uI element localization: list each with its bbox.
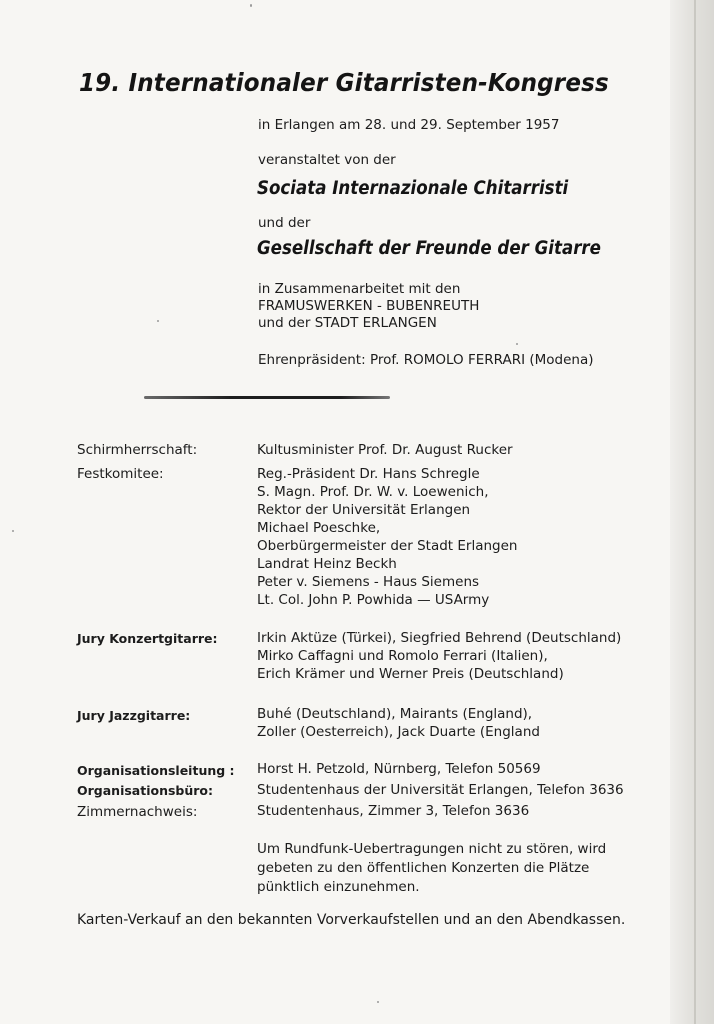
organized-by: veranstaltet von der <box>258 152 396 168</box>
jury-jazz-line: Buhé (Deutschland), Mairants (England), <box>257 706 533 722</box>
notice-line: pünktlich einzunehmen. <box>257 879 420 895</box>
org-office-value: Studentenhaus der Universität Erlangen, Telefon 3636 <box>257 782 624 798</box>
framus-works: FRAMUSWERKEN - BUBENREUTH <box>258 298 480 314</box>
jury-concert-line: Erich Krämer und Werner Preis (Deutschland) <box>257 666 564 682</box>
congress-title: 19. Internationaler Gitarristen-Kongress <box>79 68 609 97</box>
committee-member: Landrat Heinz Beckh <box>257 556 397 572</box>
notice-line: Um Rundfunk-Uebertragungen nicht zu stören, wird <box>257 841 607 857</box>
organizer-1: Sociata Internazionale Chitarristi <box>257 178 569 199</box>
patronage-label: Schirmherrschaft: <box>77 442 198 458</box>
scan-speck <box>157 320 159 322</box>
cooperation-text: in Zusammenarbeitet mit den <box>258 281 461 297</box>
patronage-value: Kultusminister Prof. Dr. August Rucker <box>257 442 513 458</box>
ticket-sales: Karten-Verkauf an den bekannten Vorverkaufstellen und an den Abendkassen. <box>77 912 626 928</box>
committee-member: Oberbürgermeister der Stadt Erlangen <box>257 538 518 554</box>
committee-label: Festkomitee: <box>77 466 164 482</box>
jury-concert-members <box>257 629 621 683</box>
committee-member: Reg.-Präsident Dr. Hans Schregle <box>257 466 480 482</box>
org-office-label: Organisationsbüro: <box>77 783 214 798</box>
jury-concert-label: Jury Konzertgitarre: <box>77 631 218 646</box>
org-lead-value: Horst H. Petzold, Nürnberg, Telefon 50569 <box>257 761 541 777</box>
fold-line <box>694 0 696 1024</box>
committee-member: S. Magn. Prof. Dr. W. v. Loewenich, <box>257 484 489 500</box>
and-the: und der <box>258 215 311 231</box>
jury-concert-line: Mirko Caffagni und Romolo Ferrari (Italien), <box>257 648 548 664</box>
notice-line: gebeten zu den öffentlichen Konzerten die Plätze <box>257 860 590 876</box>
broadcast-notice <box>257 840 606 897</box>
jury-concert-line: Irkin Aktüze (Türkei), Siegfried Behrend (Deutschland) <box>257 630 622 646</box>
rooms-value: Studentenhaus, Zimmer 3, Telefon 3636 <box>257 803 530 819</box>
scan-speck <box>377 1001 379 1003</box>
scan-speck <box>516 343 518 345</box>
scan-speck <box>250 4 252 7</box>
city-erlangen: und der STADT ERLANGEN <box>258 315 437 331</box>
honorary-president: Ehrenpräsident: Prof. ROMOLO FERRARI (Modena) <box>258 352 594 368</box>
organizer-2: Gesellschaft der Freunde der Gitarre <box>257 238 601 259</box>
committee-member: Lt. Col. John P. Powhida — USArmy <box>257 592 490 608</box>
divider-rule <box>144 396 390 399</box>
rooms-label: Zimmernachweis: <box>77 804 198 820</box>
jury-jazz-members <box>257 705 540 741</box>
committee-member: Peter v. Siemens - Haus Siemens <box>257 574 480 590</box>
scan-speck <box>12 530 14 532</box>
org-lead-label: Organisationsleitung : <box>77 763 235 778</box>
committee-member: Michael Poeschke, <box>257 520 381 536</box>
jury-jazz-label: Jury Jazzgitarre: <box>77 708 191 723</box>
place-date: in Erlangen am 28. und 29. September 1957 <box>258 117 560 133</box>
paper-edge <box>670 0 714 1024</box>
jury-jazz-line: Zoller (Oesterreich), Jack Duarte (England <box>257 724 540 740</box>
committee-member: Rektor der Universität Erlangen <box>257 502 471 518</box>
committee-members <box>257 465 517 609</box>
